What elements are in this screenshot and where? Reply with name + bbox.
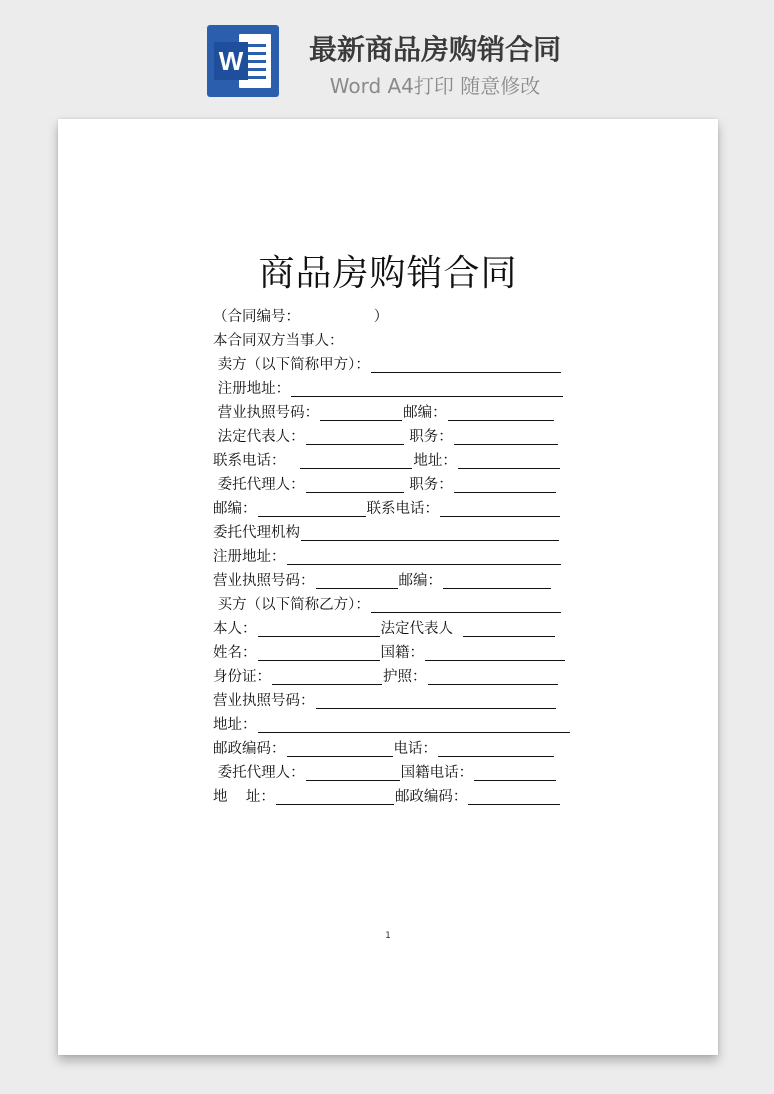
form-line [213,641,593,665]
form-line [213,353,593,377]
field-label: 邮政编码： [213,741,286,757]
form-line [213,473,593,497]
page-number: 1 [385,931,391,941]
field-label: 注册地址： [213,549,286,565]
field-label: 本人： [213,621,257,637]
fill-in-blank[interactable] [440,501,560,517]
fill-in-blank[interactable] [425,645,565,661]
field-label: 地 址： [213,789,275,805]
form-line [213,377,593,401]
fill-in-blank[interactable] [258,645,380,661]
document-title: 商品房购销合同 [258,253,518,294]
form-line [213,425,593,449]
fill-in-blank[interactable] [468,789,560,805]
fill-in-blank[interactable] [316,693,556,709]
field-label: 法定代表人： [213,429,305,445]
field-label: 本合同双方当事人： [213,333,344,349]
fill-in-blank[interactable] [371,597,561,613]
field-label: 联系电话： [366,501,439,517]
fill-in-blank[interactable] [272,669,382,685]
form-line [213,593,593,617]
fill-in-blank[interactable] [428,669,558,685]
banner-subtitle: Word A4打印 随意修改 [329,74,541,98]
fill-in-blank[interactable] [448,405,554,421]
contract-fields [213,305,593,809]
field-label: 联系电话： [213,453,300,469]
fill-in-blank[interactable] [316,573,398,589]
field-label: （合同编号： ） [213,309,389,325]
fill-in-blank[interactable] [306,429,404,445]
fill-in-blank[interactable] [301,525,559,541]
fill-in-blank[interactable] [454,477,556,493]
word-document-icon [207,25,279,97]
fill-in-blank[interactable] [371,357,561,373]
form-line [213,305,593,329]
field-label: 买方（以下简称乙方）： [213,597,370,613]
field-label: 邮政编码： [394,789,468,805]
form-line [213,329,593,353]
field-label: 卖方（以下简称甲方）： [213,357,370,373]
field-label: 地址： [213,717,257,733]
fill-in-blank[interactable] [463,621,555,637]
field-label: 邮编： [403,405,447,421]
field-label: 姓名： [213,645,257,661]
fill-in-blank[interactable] [258,501,366,517]
form-line [213,401,593,425]
form-line [213,449,593,473]
word-letter: W [214,42,248,80]
field-label: 国籍： [380,645,424,661]
form-line [213,713,593,737]
field-label: 委托代理机构 [213,525,300,541]
fill-in-blank[interactable] [438,741,554,757]
fill-in-blank[interactable] [474,765,556,781]
fill-in-blank[interactable] [454,429,558,445]
banner-title: 最新商品房购销合同 [308,33,561,66]
fill-in-blank[interactable] [291,381,563,397]
form-line [213,569,593,593]
field-label: 电话： [393,741,437,757]
field-label: 注册地址： [213,381,291,397]
fill-in-blank[interactable] [300,453,412,469]
form-line [213,545,593,569]
field-label: 邮编： [398,573,442,589]
fill-in-blank[interactable] [306,765,400,781]
fill-in-blank[interactable] [258,621,380,637]
field-label: 委托代理人： [213,765,305,781]
field-label: 委托代理人： [213,477,305,493]
field-label: 护照： [383,669,427,685]
form-line [213,761,593,785]
form-line [213,617,593,641]
field-label: 身份证： [213,669,271,685]
field-label: 职务： [404,429,453,445]
fill-in-blank[interactable] [458,453,560,469]
field-label: 国籍电话： [400,765,474,781]
fill-in-blank[interactable] [287,549,561,565]
fill-in-blank[interactable] [320,405,402,421]
form-line [213,737,593,761]
field-label: 职务： [404,477,453,493]
field-label: 营业执照号码： [213,405,320,421]
fill-in-blank[interactable] [306,477,404,493]
banner-header [0,0,774,110]
fill-in-blank[interactable] [287,741,393,757]
field-label: 邮编： [213,501,257,517]
form-line [213,521,593,545]
fill-in-blank[interactable] [258,717,570,733]
form-line [213,689,593,713]
fill-in-blank[interactable] [443,573,551,589]
form-line [213,785,593,809]
fill-in-blank[interactable] [276,789,394,805]
field-label: 法定代表人 [380,621,463,637]
form-line [213,665,593,689]
form-line [213,497,593,521]
field-label: 营业执照号码： [213,573,315,589]
field-label: 营业执照号码： [213,693,315,709]
field-label: 地址： [413,453,457,469]
document-page [58,119,718,1055]
